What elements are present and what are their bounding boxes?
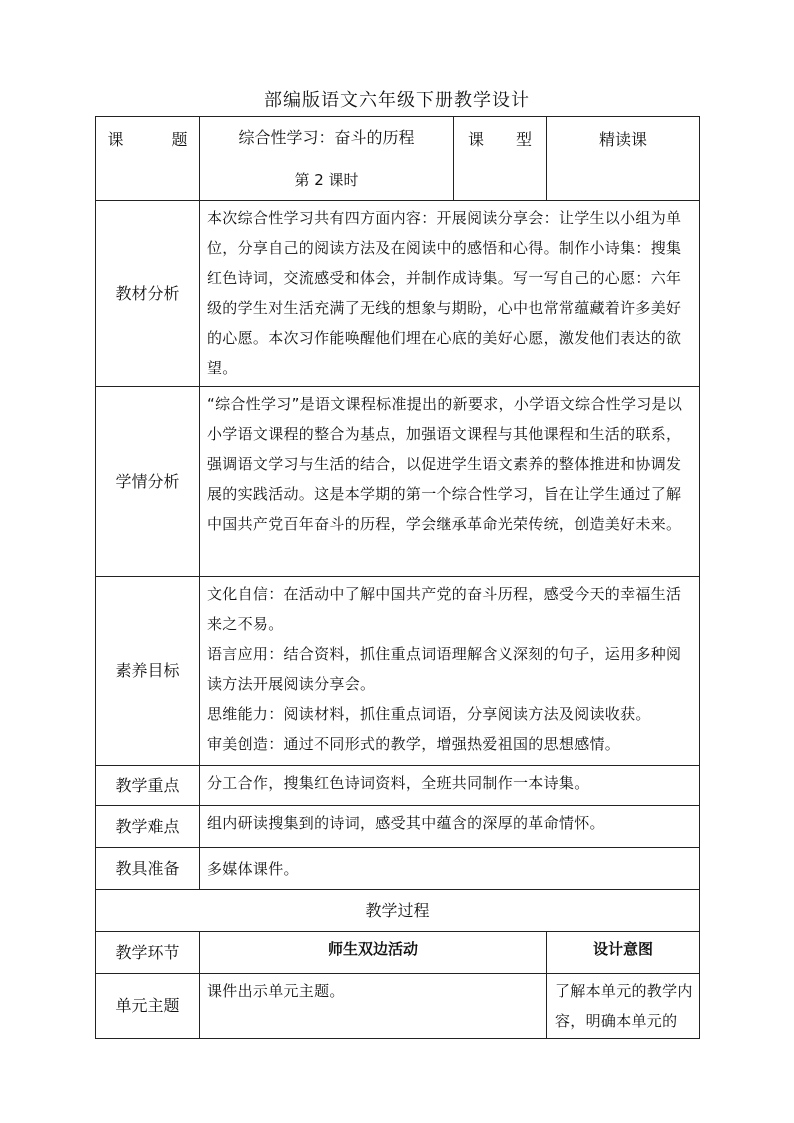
students-row — [96, 387, 700, 577]
focus-label: 教学重点 — [96, 766, 200, 806]
focus-text: 分工合作，搜集红色诗词资料，全班共同制作一本诗集。 — [200, 766, 700, 806]
goal-item: 审美创造：通过不同形式的教学，增强热爱祖国的思想感情。 — [207, 735, 621, 753]
lesson-period: 第 2 课时 — [294, 171, 359, 189]
goal-item: 文化自信：在活动中了解中国共产党的奋斗历程，感受今天的幸福生活来之不易。 — [207, 585, 682, 633]
difficulty-row — [96, 806, 700, 848]
topic-value: 综合性学习：奋斗的历程 — [238, 128, 415, 147]
intent-column-header: 设计意图 — [547, 932, 700, 974]
goals-cell — [200, 577, 700, 766]
difficulty-label: 教学难点 — [96, 806, 200, 848]
students-label: 学情分析 — [96, 387, 200, 577]
goals-row — [96, 577, 700, 766]
process-row — [96, 974, 700, 1039]
material-label: 教材分析 — [96, 201, 200, 387]
lesson-plan-table — [95, 116, 700, 1039]
tools-label: 教具准备 — [96, 848, 200, 890]
type-value: 精读课 — [547, 117, 700, 201]
tools-row — [96, 848, 700, 890]
goals-label: 素养目标 — [96, 577, 200, 766]
process-heading: 教学过程 — [96, 890, 700, 932]
activity-column-header: 师生双边活动 — [200, 932, 547, 974]
tools-text: 多媒体课件。 — [200, 848, 700, 890]
intent-cell: 了解本单元的教学内容，明确本单元的 — [547, 974, 700, 1039]
students-text: “综合性学习”是语文课程标准提出的新要求，小学语文综合性学习是以小学语文课程的整合为基点，加强语文课程与其他课程和生活的联系，强调语文学习与生活的结合，以促进学生语文素养的整体推进和协调发展的实践活动。这是本学期的第一个综合性学习，旨在让学生通过了解中国共产党百年奋斗的历程，学会继承革命光荣传统，创造美好未来。 — [200, 387, 700, 577]
goal-item: 思维能力：阅读材料，抓住重点词语，分享阅读方法及阅读收获。 — [207, 705, 651, 723]
activity-cell: 课件出示单元主题。 — [200, 974, 547, 1039]
material-row — [96, 201, 700, 387]
topic-label: 课 题 — [96, 117, 200, 201]
process-header-row — [96, 932, 700, 974]
document-title: 部编版语文六年级下册教学设计 — [264, 90, 530, 111]
type-label: 课 型 — [454, 117, 547, 201]
focus-row — [96, 766, 700, 806]
material-text: 本次综合性学习共有四方面内容：开展阅读分享会：让学生以小组为单位，分享自己的阅读方法及在阅读中的感悟和心得。制作小诗集：搜集红色诗词，交流感受和体会，并制作成诗集。写一写自己的心愿：六年级的学生对生活充满了无线的想象与期盼，心中也常常蕴藏着许多美好的心愿。本次习作能唤醒他们埋在心底的美好心愿，激发他们表达的欲望。 — [200, 201, 700, 387]
topic-cell — [200, 117, 454, 201]
stage-cell: 单元主题 — [96, 974, 200, 1039]
difficulty-text: 组内研读搜集到的诗词，感受其中蕴含的深厚的革命情怀。 — [200, 806, 700, 848]
process-heading-row — [96, 890, 700, 932]
header-row — [96, 117, 700, 201]
goal-item: 语言应用：结合资料，抓住重点词语理解含义深刻的句子，运用多种阅读方法开展阅读分享会。 — [207, 645, 682, 693]
stage-column-header: 教学环节 — [96, 932, 200, 974]
